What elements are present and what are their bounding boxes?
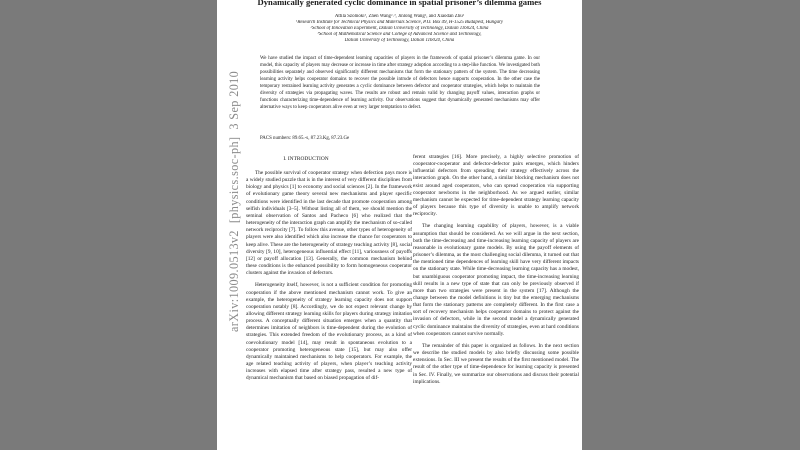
paper-title: Dynamically generated cyclic dominance in spatial prisoner’s dilemma games xyxy=(257,0,542,7)
paragraph: ferent strategies [16]. More precisely, a highly selective promotion of cooperator-cooperator and defector-defector pairs emerges, which hinders influential defectors from spreading their strategy effectively across the interaction graph. On the other hand, a similar blocking mechanism does not exist around aged cooperators, who can spread cooperation via supporting cooperator newborns in the neighborhood. As we argued earlier, similar mechanism cannot be expected for time-dependent strategy learning capacity of players because this type of diversity is unable to amplify network reciprocity. xyxy=(413,154,579,218)
paragraph: Heterogeneity itself, however, is not a sufficient condition for promoting cooperation if the above mentioned mechanism cannot work. To give an example, the heterogeneity of strategy learning capacity does not support cooperation notably [8]. Accordingly, we do not expect relevant change by allowing different strategy learning skills for players during strategy imitation process. A conceptually different situation emerges when a quantity that determines imitation of neighbors is time-dependent during the evolution of strategies. This extended freedom of the evolutionary process, as a kind of coevolutionary model [14], may result in spontaneous evolution to a cooperator promoting heterogeneous state [15], but may also offer dynamically maintained mechanisms to help cooperators. For example, the age related teaching activity of players, when player’s teaching activity increases with elapsed time after strategy pass, resulted a new type of dynamical mechanism that based on biased propagation of dif- xyxy=(246,282,412,382)
affiliation-line: ²School of Innovation Experiment, Dalian University of Technology, Dalian 116024, China xyxy=(310,26,489,31)
paragraph: The remainder of this paper is organized as follows. In the next section we describe the studied models by also briefly discussing some possible extensions. In Sec. III we present the results of the first mentioned model. The result of the other type of time-dependence for learning capacity is presented in Sec. IV. Finally, we summarize our observations and discuss their potential implications. xyxy=(413,342,579,385)
author-list: Attila Szolnoki¹, Zhen Wang²˒³, Jinlong Wang², and Xiaodan Zhu² xyxy=(334,14,465,19)
paragraph: The changing learning capability of players, however, is a viable assumption that should be considered. As we will argue in the next section, both the time-decreasing and time-increasing learning capacity of players are reasonable in evolutionary game models. By using the payoff elements of prisoner’s dilemma, as the most challenging social dilemma, it turned out that the mentioned time dependences of learning skill have very different impacts on the stationary state. While time-decreasing learning capacity has a modest, but unambiguous cooperator promoting impact, the time-increasing learning skill results in a new type of state that can only be previously observed if more than two strategies were present in the system [17]. Although the change between the model definitions is tiny but the emerging mechanisms that form the stationary patterns are completely different. In the first case a sort of recovery mechanism helps cooperator domains to protect against the invasion of defectors, while in the second model a dynamically generated cyclic dominance maintains the diversity of strategies, even at hard conditions when cooperators cannot survive normally. xyxy=(413,223,579,337)
section-heading: I. INTRODUCTION xyxy=(283,156,329,162)
abstract: We have studied the impact of time-dependent learning capacities of players in the framework of spatial prisoner’s dilemma game. In our model, this capacity of players may decrease or increase in time after strategy adoption according to a step-like function. We investigated both possibilities separately and observed significantly different mechanisms that form the stationary pattern of the system. The time decreasing learning activity helps cooperator domains to recover the possible intrude of defectors hence supports cooperation. In the other case the temporary restrained learning activity generates a cyclic dominance between defector and cooperator strategies, which helps to maintain the diversity of strategies via propagating waves. The results are robust and remain valid by changing payoff values, interaction graphs or functions characterizing time-dependence of learning activity. Our observations suggest that dynamically generated mechanisms may offer alternative ways to keep cooperators alive even at very larger temptation to defect. xyxy=(260,56,540,111)
affiliation-line: ¹Research Institute for Technical Physics and Materials Science, P.O. Box 49, H-1525 Budapest, Hungary xyxy=(295,20,504,25)
left-column xyxy=(246,170,412,450)
pacs-numbers: PACS numbers: 89.65.-s, 87.23.Kg, 87.23.Ge xyxy=(260,136,350,141)
arxiv-identifier: arXiv:1009.0513v2 [physics.soc-ph] 3 Sep 2010 xyxy=(227,70,241,332)
paper-page xyxy=(217,0,582,450)
right-column xyxy=(413,154,579,450)
affiliation-line: Dalian University of Technology, Dalian 116024, China xyxy=(344,38,455,43)
paragraph: The possible survival of cooperator strategy when defection pays more is a widely studied puzzle that is in the interest of very different disciplines from biology and physics [1] to economy and social sciences [2]. In the framework of evolutionary game theory several new mechanisms and player specific conditions were identified in the last decade that promote cooperation among selfish individuals [3–5]. Without listing all of them, we should mention the seminal observation of Santos and Pacheco [6] who realized that the heterogeneity of the interaction graph can amplify the mechanism of so-called network reciprocity [7]. To follow this avenue, other types of heterogeneity of players were also identified which also increase the chance for cooperators to keep alive. These are the heterogeneity of strategy teaching activity [8], social diversity [9, 10], heterogeneous influential effect [11], variousness of payoffs [12] or payoff allocation [13]. Generally, the common mechanism behind these conditions is the enhanced possibility to form homogeneous cooperator clusters against the invasion of defectors. xyxy=(246,170,412,277)
affiliation-line: ³School of Mathematical Science and College of Advanced Science and Technology, xyxy=(317,32,482,37)
